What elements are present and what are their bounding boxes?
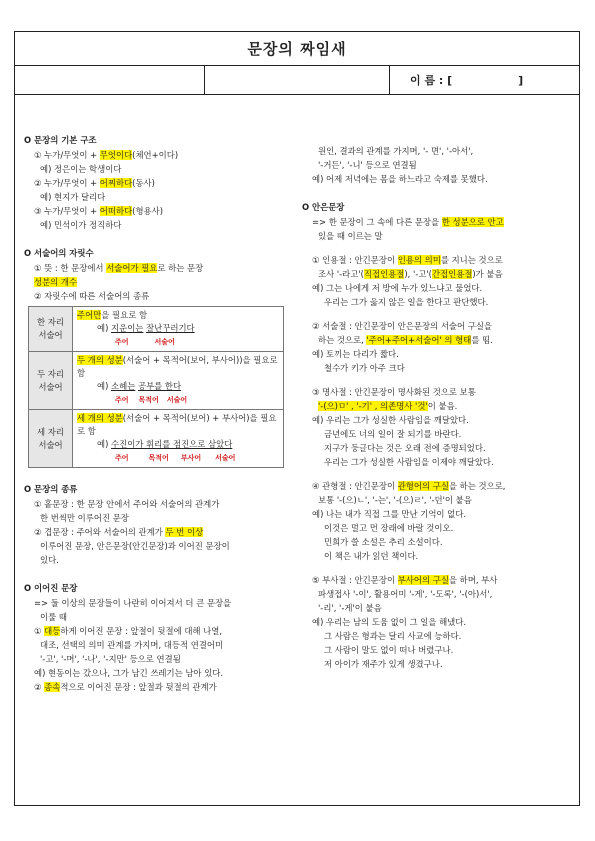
section-heading-basic: O 문장의 기본 구조 bbox=[24, 135, 97, 145]
kinds-line-3: ② 겹문장 : 주어와 서술어의 관계가 두 번 이상 bbox=[34, 527, 204, 537]
clause-2-example: 예) 토끼는 다리가 짧다. bbox=[312, 349, 399, 359]
kinds-line-1: ① 홑문장 : 한 문장 안에서 주어와 서술어의 관계가 bbox=[34, 499, 220, 509]
clause-3-example: 우리는 그가 성실한 사람임을 이제야 깨달았다. bbox=[324, 457, 494, 467]
clause-4-line-1: ④ 관형절 : 안긴문장이 관형어의 구실을 하는 것으로, bbox=[312, 481, 506, 491]
valency-table bbox=[28, 306, 284, 468]
clause-5-line-3: '-리', '-게'이 붙음 bbox=[318, 603, 382, 613]
valency-kinds: ② 자릿수에 따른 서술어의 종류 bbox=[34, 291, 150, 301]
section-heading-kinds: O 문장의 종류 bbox=[24, 484, 78, 494]
basic-example-1: 예) 정은이는 학생이다 bbox=[40, 164, 122, 174]
clause-5-example: 그 사람은 형과는 달리 사교에 능하다. bbox=[324, 631, 462, 641]
right-column bbox=[302, 144, 574, 671]
row-body-3: 세 개의 성분(서술어 + 목적어(보어) + 부사어)을 필요로 함 예) 수진이가 휘리를 점진으로 삼았다 주어 목적어 부사어 서술어 bbox=[73, 410, 284, 468]
right-top-line-3: 예) 어제 저녁에는 몸을 하느라고 숙제를 못했다. bbox=[312, 174, 488, 184]
clause-2-line-2: 하는 것으로, '주어+주어+서술어' 의 형태를 띰. bbox=[318, 335, 493, 345]
clause-2-line-1: ② 서술절 : 안긴문장이 안은문장의 서술어 구실을 bbox=[312, 321, 493, 331]
kinds-line-4: 이루어진 문장, 안은문장(안긴문장)과 이어진 문장이 bbox=[40, 541, 230, 551]
clause-3-line-2: '-(으)ㅁ' , '-기' , 의존명사 '것'이 붙음. bbox=[318, 401, 458, 411]
clause-5-example: 예) 우리는 남의 도움 없이 그 일을 해냈다. bbox=[312, 617, 467, 627]
joined-line-2: 이룰 때 bbox=[40, 612, 67, 622]
joined-line-4: 대조, 선택의 의미 관계를 가지며, 대등적 연결어미 bbox=[40, 640, 224, 650]
table-row bbox=[29, 410, 284, 468]
basic-item-2: ② 누가/무엇이 + 어찌하다(동사) bbox=[34, 178, 155, 188]
valency-def: ① 뜻 : 한 문장에서 서술어가 필요로 하는 문장 bbox=[34, 263, 204, 273]
left-column bbox=[24, 133, 290, 694]
embedded-line-2: 있을 때 이르는 말 bbox=[318, 231, 383, 241]
clause-4-example: 민희가 쓸 소설은 추리 소설이다. bbox=[324, 537, 443, 547]
kinds-line-2: 한 번씩만 이루어진 문장 bbox=[40, 513, 129, 523]
right-top-line-1: 원인, 결과의 관계를 가지며, '- 면', '-아서', bbox=[318, 146, 474, 156]
blank-cell-2 bbox=[205, 66, 390, 94]
valency-def-cont: 성분의 개수 bbox=[34, 277, 78, 287]
clause-1-example: 우리는 그가 옳지 않은 일을 한다고 판단했다. bbox=[324, 297, 489, 307]
section-heading-embedded: O 안은문장 bbox=[302, 202, 345, 212]
section-heading-joined: O 이어진 문장 bbox=[24, 583, 78, 593]
clause-3-line-1: ③ 명사절 : 안긴문장이 명사화된 것으로 보통 bbox=[312, 387, 476, 397]
clause-3-example: 금년에도 너의 일이 잘 되기를 바란다. bbox=[324, 429, 462, 439]
basic-item-1: ① 누가/무엇이 + 무엇이다(체언+이다) bbox=[34, 150, 179, 160]
page-title: 문장의 짜임새 bbox=[14, 31, 580, 66]
table-row bbox=[29, 352, 284, 410]
basic-example-2: 예) 현지가 달리다 bbox=[40, 192, 106, 202]
clause-1-example: 예) 그는 나에게 저 방에 누가 있느냐고 물었다. bbox=[312, 283, 483, 293]
row-body-1: 주어만을 필요로 함 예) 지운이는 잘난꾸러기다 주어 서술어 bbox=[73, 307, 284, 352]
name-field[interactable] bbox=[390, 66, 580, 94]
clause-1-line-2: 조사 '-라고'(직접인용절), '-고'(간접인용절)가 붙음 bbox=[318, 269, 503, 279]
clause-5-line-2: 파생접사 '-이', 활용어미 '-게', '-도록', '-(아)서', bbox=[318, 589, 493, 599]
joined-line-3: ① 대등하게 이어진 문장 : 앞절이 뒷절에 대해 나열, bbox=[34, 626, 223, 636]
clause-4-example: 이 책은 내가 읽던 책이다. bbox=[324, 551, 419, 561]
table-row bbox=[29, 307, 284, 352]
clause-4-line-2: 보통 '-(으)ㄴ', '-는', '-(으)ㄹ', '-던'이 붙음 bbox=[318, 495, 472, 505]
clause-5-line-1: ⑤ 부사절 : 안긴문장이 부사어의 구실을 하며, 부사 bbox=[312, 575, 498, 585]
joined-line-1: => 둘 이상의 문장들이 나란히 이어져서 더 큰 문장을 bbox=[34, 598, 232, 608]
clause-4-example: 예) 나는 내가 직접 그를 만난 기억이 없다. bbox=[312, 509, 467, 519]
clause-5-example: 그 사람이 말도 없이 떠나 버렸구나. bbox=[324, 645, 454, 655]
name-close: ] bbox=[518, 73, 524, 87]
right-top-line-2: '-거든', '-니' 등으로 연결됨 bbox=[318, 160, 417, 170]
name-row bbox=[14, 66, 580, 95]
clause-2-example: 철수가 키가 아주 크다 bbox=[324, 363, 405, 373]
name-label: 이 름 : [ bbox=[410, 74, 453, 87]
row-head-1: 한 자리 서술어 bbox=[29, 307, 73, 352]
joined-line-5: '-고', '-며', '-나', '-지만' 등으로 연결됨 bbox=[40, 654, 181, 664]
joined-line-7: ② 종속적으로 이어진 문장 : 앞절과 뒷절의 관계가 bbox=[34, 682, 217, 692]
row-head-3: 세 자리 서술어 bbox=[29, 410, 73, 468]
embedded-line-1: => 한 문장이 그 속에 다른 문장을 한 성분으로 안고 bbox=[312, 217, 504, 227]
section-heading-valency: O 서술어의 자릿수 bbox=[24, 248, 94, 258]
row-head-2: 두 자리 서술어 bbox=[29, 352, 73, 410]
clause-3-example: 지구가 둥글다는 것은 오래 전에 증명되었다. bbox=[324, 443, 486, 453]
basic-example-3: 예) 민석이가 정직하다 bbox=[40, 220, 122, 230]
clause-3-example: 예) 우리는 그가 성실한 사람임을 깨달았다. bbox=[312, 415, 469, 425]
kinds-line-5: 있다. bbox=[40, 555, 59, 565]
clause-4-example: 이것은 멀고 먼 장래에 바랄 것이오. bbox=[324, 523, 454, 533]
row-body-2: 두 개의 성분(서술어 + 목적어(보어, 부사어))을 필요로 함 예) 소혜는 공부를 한다 주어 목적어 서술어 bbox=[73, 352, 284, 410]
blank-cell-1 bbox=[14, 66, 205, 94]
clause-1-line-1: ① 인용절 : 안긴문장이 인용의 의미를 지니는 것으로 bbox=[312, 255, 503, 265]
basic-item-3: ③ 누가/무엇이 + 어떠하다(형용사) bbox=[34, 206, 163, 216]
joined-line-6: 예) 현동이는 갔으나, 그가 남긴 쓰레기는 남아 있다. bbox=[34, 668, 224, 678]
clause-5-example: 저 아이가 재주가 있게 생겼구나. bbox=[324, 659, 443, 669]
